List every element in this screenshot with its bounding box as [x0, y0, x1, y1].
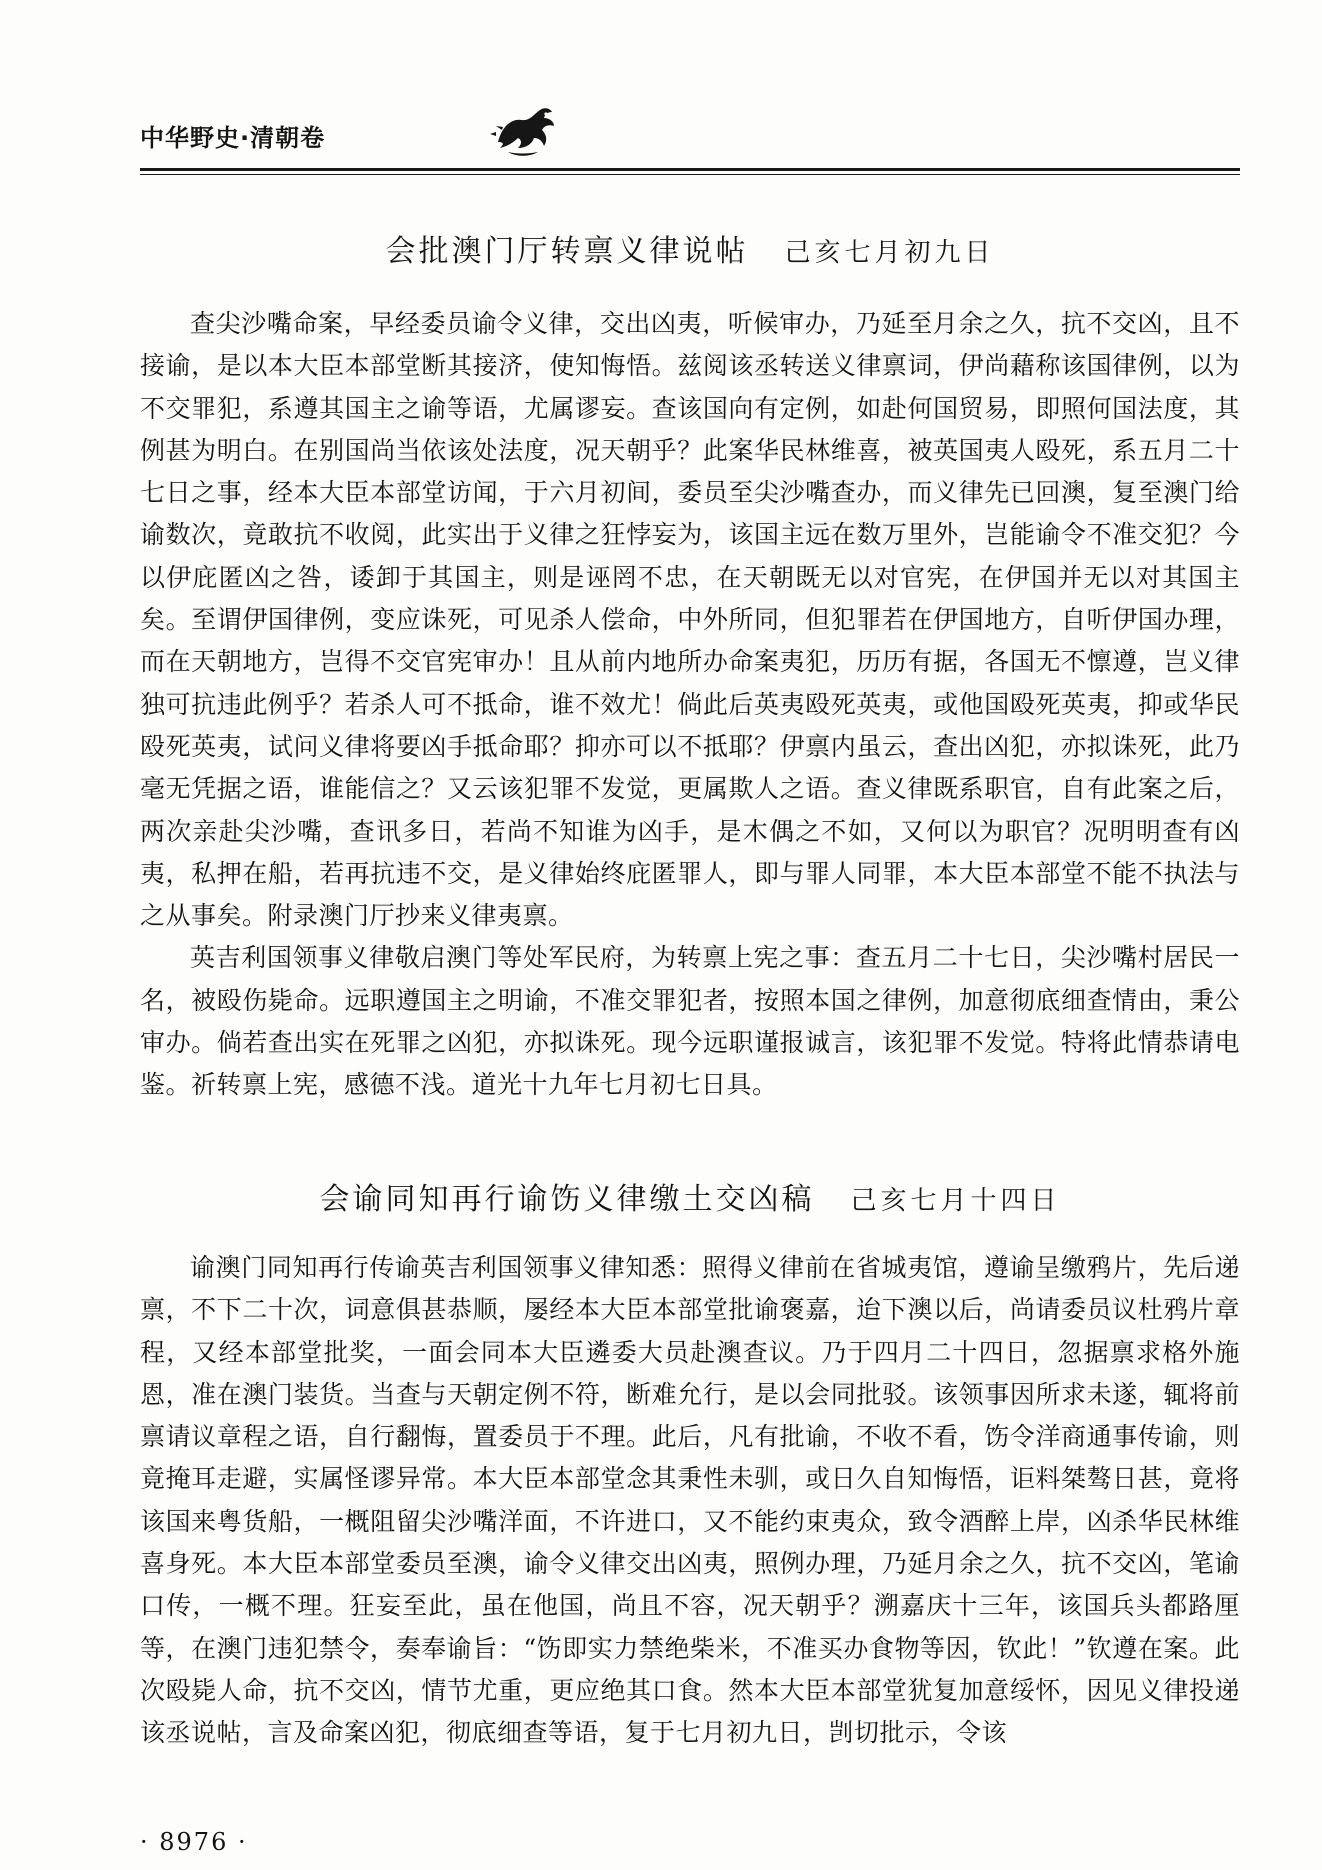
header-rule — [140, 168, 1240, 171]
section-2-title: 会谕同知再行谕饬义律缴土交凶稿 — [319, 1182, 815, 1217]
section-1-paragraph-2: 英吉利国领事义律敬启澳门等处军民府，为转禀上宪之事：查五月二十七日，尖沙嘴村居民一名，被殴伤毙命。远职遵国主之明谕，不准交罪犯者，按照本国之律例，加意彻底细查情由，秉公审办。倘若查出实在死罪之凶犯，亦拟诛死。现今远职谨报诚言，该犯罪不发觉。特将此情恭请电鉴。祈转禀上宪，感德不浅。道光十九年七月初七日具。 — [140, 943, 1240, 1100]
section-1-paragraph-1: 查尖沙嘴命案，早经委员谕令义律，交出凶夷，听候审办，乃延至月余之久，抗不交凶，且不接谕，是以本大臣本部堂断其接济，使知悔悟。兹阅该丞转送义律禀词，伊尚藉称该国律例，以为不交罪犯，系遵其国主之谕等语，尤属谬妄。查该国向有定例，如赴何国贸易，即照何国法度，其例甚为明白。在别国尚当依该处法度，况天朝乎？此案华民林维喜，被英国夷人殴死，系五月二十七日之事，经本大臣本部堂访闻，于六月初间，委员至尖沙嘴查办，而义律先已回澳，复至澳门给谕数次，竟敢抗不收阅，此实出于义律之狂悖妄为，该国主远在数万里外，岂能谕令不准交犯？今以伊庇匿凶之咎，诿卸于其国主，则是诬罔不忠，在天朝既无以对官宪，在伊国并无以对其国主矣。至谓伊国律例，变应诛死，可见杀人偿命，中外所同，但犯罪若在伊国地方，自听伊国办理，而在天朝地方，岂得不交官宪审办！且从前内地所办命案夷犯，历历有据，各国无不懔遵，岂义律独可抗违此例乎？若杀人可不抵命，谁不效尤！倘此后英夷殴死英夷，或他国殴死英夷，抑或华民殴死英夷，试问义律将要凶手抵命耶？抑亦可以不抵耶？伊禀内虽云，查出凶犯，亦拟诛死，此乃毫无凭据之语，谁能信之？又云该犯罪不发觉，更属欺人之语。查义律既系职官，自有此案之后，两次亲赴尖沙嘴，查讯多日，若尚不知谁为凶手，是木偶之不如，又何以为职官？况明明查有凶夷，私押在船，若再抗违不交，是义律始终庇匿罪人，即与罪人同罪，本大臣本部堂不能不执法与之从事矣。附录澳门厅抄来义律夷禀。 — [140, 309, 1240, 931]
dragon-emblem-icon — [488, 96, 560, 160]
header-rule-thin — [140, 174, 1240, 175]
section-2-paragraph-1: 谕澳门同知再行传谕英吉利国领事义律知悉：照得义律前在省城夷馆，遵谕呈缴鸦片，先后递禀，不下二十次，词意俱甚恭顺，屡经本大臣本部堂批谕褒嘉，迨下澳以后，尚请委员议杜鸦片章程，又经本部堂批奖，一面会同本大臣遴委大员赴澳查议。乃于四月二十四日，忽据禀求格外施恩，准在澳门装货。当查与天朝定例不符，断难允行，是以会同批驳。该领事因所求未遂，辄将前禀请议章程之语，自行翻悔，置委员于不理。此后，凡有批谕，不收不看，饬令洋商通事传谕，则竟掩耳走避，实属怪谬异常。本大臣本部堂念其秉性未驯，或日久自知悔悟，讵料桀骜日甚，竟将该国来粤货船，一概阻留尖沙嘴洋面，不许进口，又不能约束夷众，致令酒醉上岸，凶杀华民林维喜身死。本大臣本部堂委员至澳，谕令义律交出凶夷，照例办理，乃延月余之久，抗不交凶，笔谕口传，一概不理。狂妄至此，虽在他国，尚且不容，况天朝乎？溯嘉庆十三年，该国兵头都路厘等，在澳门违犯禁令，奏奉谕旨：“饬即实力禁绝柴米，不准买办食物等因，钦此！”钦遵在案。此次殴毙人命，抗不交凶，情节尤重，更应绝其口食。然本大臣本部堂犹复加意绥怀，因见义律投递该丞说帖，言及命案凶犯，彻底细查等语，复于七月初九日，剀切批示，令该 — [140, 1253, 1240, 1748]
section-1-title: 会批澳门厅转禀义律说帖 — [385, 234, 749, 269]
section-title-2 — [140, 1174, 1240, 1218]
running-header — [140, 118, 325, 153]
series-title: 中华野史·清朝卷 — [140, 124, 326, 152]
section-1-date: 己亥七月初九日 — [784, 238, 995, 268]
section-title-1 — [140, 226, 1240, 270]
page-number: · 8976 · — [140, 1828, 248, 1856]
section-1-body — [140, 303, 1240, 1107]
section-2-date: 己亥七月十四日 — [850, 1186, 1061, 1216]
section-2-body — [140, 1247, 1240, 1755]
